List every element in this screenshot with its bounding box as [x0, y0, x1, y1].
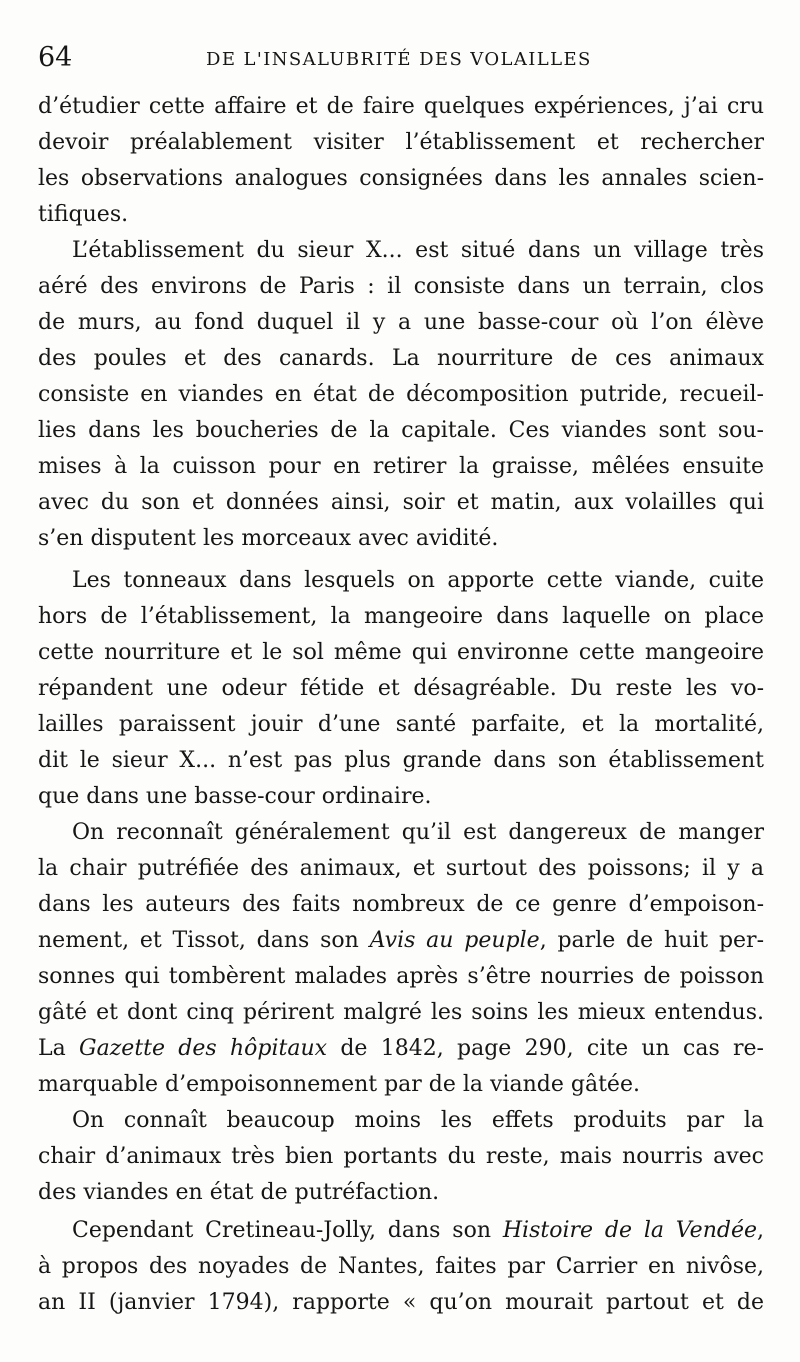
text-line: sonnes qui tombèrent malades après s’être nourries de poisson: [38, 964, 764, 989]
text-line: devoir préalablement visiter l’établissement et rechercher: [38, 130, 764, 155]
text-line: hors de l’établissement, la mangeoire dans laquelle on place: [38, 604, 764, 629]
text-line: consiste en viandes en état de décomposition putride, recueil-: [38, 382, 764, 407]
text-line: les observations analogues consignées dans les annales scien-: [38, 166, 764, 191]
text-line: lailles paraissent jouir d’une santé parfaite, et la mortalité,: [38, 712, 764, 737]
text-line: à propos des noyades de Nantes, faites par Carrier en nivôse,: [38, 1254, 764, 1279]
text-line: L’établissement du sieur X... est situé dans un village très: [72, 238, 764, 263]
text-line: dit le sieur X... n’est pas plus grande dans son établissement: [38, 748, 764, 773]
text-line: de murs, au fond duquel il y a une basse-cour où l’on élève: [38, 310, 764, 335]
line-text: , parle de huit per-: [539, 928, 764, 953]
text-line: d’étudier cette affaire et de faire quelques expériences, j’ai cru: [38, 94, 764, 119]
text-line: gâté et dont cinq périrent malgré les soins les mieux entendus.: [38, 1000, 764, 1025]
text-line: [72, 1212, 764, 1250]
text-line: aéré des environs de Paris : il consiste dans un terrain, clos: [38, 274, 764, 299]
line-text: Cependant Cretineau-Jolly, dans son: [72, 1218, 503, 1243]
page-number: 64: [38, 42, 73, 73]
text-line: s’en disputent les morceaux avec avidité.: [38, 526, 499, 551]
text-line: [38, 1030, 764, 1068]
text-line: la chair putréfiée des animaux, et surtout des poissons; il y a: [38, 856, 764, 881]
text-line: On connaît beaucoup moins les effets produits par la: [72, 1108, 764, 1133]
text-line: que dans une basse-cour ordinaire.: [38, 784, 432, 809]
text-line: marquable d’empoisonnement par de la viande gâtée.: [38, 1072, 640, 1097]
running-head: DE L'INSALUBRITÉ DES VOLAILLES: [206, 49, 592, 70]
page-header: [38, 38, 770, 78]
text-line: an II (janvier 1794), rapporte « qu’on mourait partout et de: [38, 1290, 764, 1315]
text-line: répandent une odeur fétide et désagréable. Du reste les vo-: [38, 676, 764, 701]
line-text: nement, et Tissot, dans son: [38, 928, 370, 953]
line-text: de 1842, page 290, cite un cas re-: [327, 1036, 764, 1061]
italic-title: Histoire de la Vendée: [502, 1218, 757, 1243]
text-line: chair d’animaux très bien portants du reste, mais nourris avec: [38, 1144, 764, 1169]
line-text: La: [38, 1036, 80, 1061]
italic-title: Gazette des hôpitaux: [79, 1036, 328, 1061]
text-line: Les tonneaux dans lesquels on apporte cette viande, cuite: [72, 568, 764, 593]
text-line: avec du son et données ainsi, soir et matin, aux volailles qui: [38, 490, 764, 515]
text-line: cette nourriture et le sol même qui environne cette mangeoire: [38, 640, 764, 665]
text-line: lies dans les boucheries de la capitale. Ces viandes sont sou-: [38, 418, 764, 443]
text-line: [38, 922, 764, 960]
line-text: ,: [757, 1218, 764, 1243]
text-line: tifiques.: [38, 202, 129, 227]
text-line: dans les auteurs des faits nombreux de ce genre d’empoison-: [38, 892, 764, 917]
text-line: On reconnaît généralement qu’il est dangereux de manger: [72, 820, 764, 845]
text-line: mises à la cuisson pour en retirer la graisse, mêlées ensuite: [38, 454, 764, 479]
text-line: des viandes en état de putréfaction.: [38, 1180, 440, 1205]
text-line: des poules et des canards. La nourriture de ces animaux: [38, 346, 764, 371]
italic-title: Avis au peuple: [369, 928, 540, 953]
